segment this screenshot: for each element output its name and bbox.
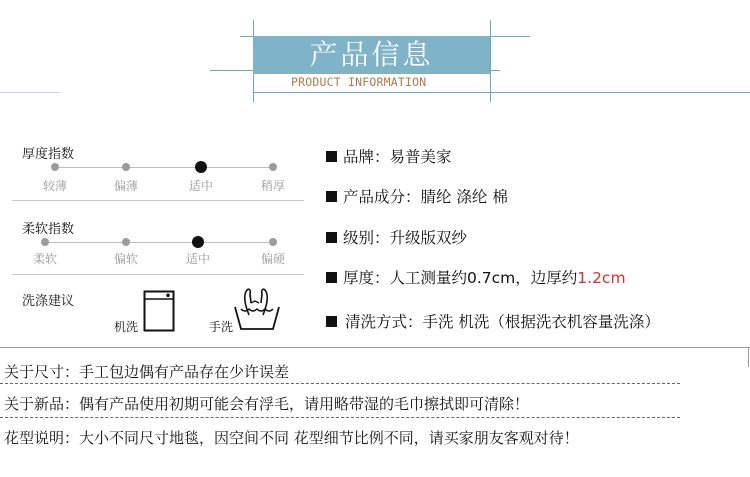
softness-dot bbox=[269, 238, 277, 246]
softness-track bbox=[45, 242, 275, 243]
divider bbox=[12, 200, 304, 201]
thickness-label: 厚度指数 bbox=[22, 147, 75, 162]
thickness-dot bbox=[122, 163, 130, 171]
hand-wash-icon bbox=[233, 287, 281, 331]
note-size: 关于尺寸：手工包边偶有产品存在少许误差 bbox=[4, 363, 290, 381]
thickness-dot bbox=[269, 163, 277, 171]
bullet-square bbox=[326, 191, 337, 202]
washing-label: 洗涤建议 bbox=[22, 294, 75, 309]
page-title: 产品信息 bbox=[253, 36, 490, 74]
hand-wash-label: 手洗 bbox=[209, 320, 234, 334]
spec-brand: 品牌：易普美家 bbox=[326, 145, 452, 167]
thickness-level: 适中 bbox=[188, 179, 213, 193]
bullet-square bbox=[326, 151, 337, 162]
note-pattern: 花型说明：大小不同尺寸地毯，因空间不同 花型细节比例不同，请买家朋友客观对待！ bbox=[4, 429, 579, 447]
thickness-level: 稍厚 bbox=[260, 179, 285, 193]
edge-thickness-value: 1.2cm bbox=[577, 269, 626, 287]
bullet-square bbox=[326, 316, 337, 327]
header-line-left bbox=[0, 92, 60, 93]
softness-level: 偏硬 bbox=[260, 252, 285, 266]
header-vline-right bbox=[490, 20, 491, 102]
note-divider bbox=[0, 417, 680, 418]
notes-frame-right bbox=[748, 347, 749, 367]
thickness-level: 偏薄 bbox=[113, 179, 138, 193]
softness-level: 偏软 bbox=[113, 252, 138, 266]
softness-level: 柔软 bbox=[32, 252, 57, 266]
thickness-track bbox=[55, 167, 275, 168]
machine-wash-label: 机洗 bbox=[114, 320, 139, 334]
note-new-product: 关于新品：偶有产品使用初期可能会有浮毛，请用略带湿的毛巾擦拭即可清除！ bbox=[4, 395, 530, 413]
notes-frame-top bbox=[0, 347, 750, 348]
page-subtitle: PRODUCT INFORMATION bbox=[291, 75, 427, 89]
thickness-dot bbox=[51, 163, 59, 171]
spec-grade: 级别：升级版双纱 bbox=[326, 226, 467, 248]
header-line-base bbox=[253, 92, 750, 93]
thickness-dot-selected bbox=[195, 161, 207, 173]
divider bbox=[12, 274, 304, 275]
spec-thickness: 厚度：人工测量约0.7cm，边厚约1.2cm bbox=[326, 266, 626, 288]
note-divider bbox=[0, 383, 680, 384]
bullet-square bbox=[326, 272, 337, 283]
softness-dot bbox=[41, 238, 49, 246]
thickness-level: 较薄 bbox=[42, 179, 67, 193]
washing-machine-icon bbox=[143, 290, 175, 332]
softness-dot-selected bbox=[192, 236, 204, 248]
softness-level: 适中 bbox=[185, 252, 210, 266]
softness-label: 柔软指数 bbox=[22, 222, 75, 237]
softness-dot bbox=[122, 238, 130, 246]
bullet-square bbox=[326, 232, 337, 243]
spec-material: 产品成分：腈纶 涤纶 棉 bbox=[326, 185, 508, 207]
spec-cleaning: 清洗方式：手洗 机洗（根据洗衣机容量洗涤） bbox=[326, 310, 660, 332]
